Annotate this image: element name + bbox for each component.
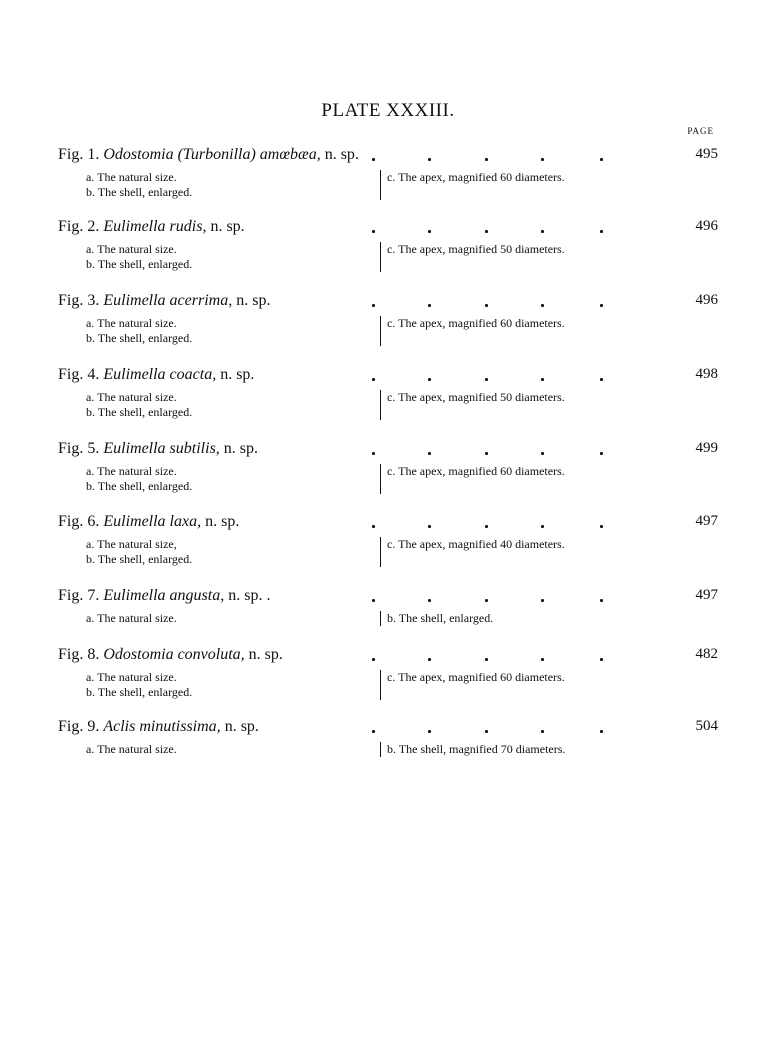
- figure-label: Fig. 4.: [58, 366, 100, 383]
- right-caption: c. The apex, magnified 60 diameters.: [380, 316, 565, 346]
- leader-dot: [372, 730, 375, 733]
- figure-captions: [58, 537, 718, 571]
- figure-captions: [58, 390, 718, 424]
- right-caption: c. The apex, magnified 50 diameters.: [380, 390, 565, 420]
- caption-text: a. The natural size.: [86, 316, 177, 330]
- species-name: Aclis minutissima,: [103, 718, 221, 735]
- figure-heading: [58, 366, 718, 388]
- left-captions: [86, 464, 192, 494]
- left-captions: [86, 742, 177, 757]
- figure-entry: [58, 440, 718, 498]
- species-suffix: n. sp. .: [228, 587, 271, 604]
- leader-dot: [600, 658, 603, 661]
- page-number: 499: [695, 440, 718, 456]
- leader-dot: [372, 525, 375, 528]
- figure-entry: [58, 218, 718, 276]
- left-captions: [86, 170, 192, 200]
- species-suffix: n. sp.: [210, 218, 245, 235]
- caption-text: a. The natural size.: [86, 742, 177, 756]
- figure-entry: [58, 292, 718, 350]
- figure-captions: [58, 464, 718, 498]
- leader-dots: [58, 146, 678, 168]
- right-caption: c. The apex, magnified 60 diameters.: [380, 464, 565, 494]
- leader-dot: [428, 158, 431, 161]
- left-captions: [86, 537, 192, 567]
- leader-dot: [428, 304, 431, 307]
- figure-heading: [58, 587, 718, 609]
- leader-dot: [372, 378, 375, 381]
- figure-label: Fig. 1.: [58, 146, 100, 163]
- caption-text: a. The natural size.: [86, 170, 177, 184]
- species-suffix: n. sp.: [224, 718, 259, 735]
- left-captions: [86, 611, 177, 626]
- caption-text: b. The shell, enlarged.: [86, 185, 193, 199]
- figure-label: Fig. 3.: [58, 292, 100, 309]
- leader-dot: [428, 599, 431, 602]
- leader-dot: [485, 658, 488, 661]
- leader-dot: [600, 599, 603, 602]
- leader-dot: [372, 452, 375, 455]
- page-number: 482: [695, 646, 718, 662]
- figure-label: Fig. 2.: [58, 218, 100, 235]
- leader-dot: [485, 452, 488, 455]
- leader-dots: [58, 366, 678, 388]
- leader-dot: [600, 525, 603, 528]
- species-name: Eulimella coacta,: [103, 366, 217, 383]
- leader-dot: [428, 452, 431, 455]
- species-name: Eulimella acerrima,: [103, 292, 233, 309]
- figure-heading: [58, 146, 718, 168]
- figure-captions: [58, 316, 718, 350]
- figure-captions: [58, 670, 718, 704]
- caption-text: b. The shell, enlarged.: [86, 685, 193, 699]
- species-suffix: n. sp.: [220, 366, 255, 383]
- caption-text: b. The shell, enlarged.: [86, 331, 193, 345]
- species-suffix: n. sp.: [248, 646, 283, 663]
- figure-entry: [58, 718, 718, 760]
- leader-dot: [541, 452, 544, 455]
- leader-dots: [58, 218, 678, 240]
- species-suffix: n. sp.: [205, 513, 240, 530]
- right-caption: c. The apex, magnified 40 diameters.: [380, 537, 565, 567]
- leader-dot: [428, 230, 431, 233]
- leader-dot: [372, 658, 375, 661]
- leader-dot: [541, 730, 544, 733]
- page-number: 496: [695, 218, 718, 234]
- caption-text: a. The natural size.: [86, 390, 177, 404]
- left-captions: [86, 390, 192, 420]
- leader-dot: [428, 378, 431, 381]
- leader-dot: [541, 230, 544, 233]
- page-column-header: PAGE: [687, 126, 714, 136]
- page-number: 497: [695, 587, 718, 603]
- caption-text: b. The shell, enlarged.: [86, 257, 193, 271]
- figure-captions: [58, 611, 718, 629]
- leader-dot: [541, 599, 544, 602]
- leader-dot: [428, 525, 431, 528]
- page-number: 498: [695, 366, 718, 382]
- leader-dots: [58, 440, 678, 462]
- leader-dot: [428, 730, 431, 733]
- figure-captions: [58, 242, 718, 276]
- figure-captions: [58, 742, 718, 760]
- leader-dot: [541, 525, 544, 528]
- leader-dots: [58, 718, 678, 740]
- leader-dot: [600, 230, 603, 233]
- species-name: Odostomia convoluta,: [103, 646, 245, 663]
- figure-entry: [58, 146, 718, 204]
- caption-text: a. The natural size.: [86, 670, 177, 684]
- figure-entry: [58, 366, 718, 424]
- species-name: Eulimella rudis,: [103, 218, 207, 235]
- page-number: 495: [695, 146, 718, 162]
- figure-heading: [58, 513, 718, 535]
- plate-title: PLATE XXXIII.: [321, 100, 455, 121]
- species-name: Eulimella angusta,: [103, 587, 225, 604]
- leader-dots: [58, 646, 678, 668]
- figure-entry: [58, 646, 718, 704]
- leader-dot: [372, 304, 375, 307]
- species-suffix: n. sp.: [236, 292, 271, 309]
- page-number: 497: [695, 513, 718, 529]
- figure-label: Fig. 9.: [58, 718, 100, 735]
- right-caption: b. The shell, magnified 70 diameters.: [380, 742, 565, 757]
- right-caption: c. The apex, magnified 50 diameters.: [380, 242, 565, 272]
- leader-dot: [372, 599, 375, 602]
- caption-text: a. The natural size.: [86, 464, 177, 478]
- figure-heading: [58, 440, 718, 462]
- leader-dots: [58, 292, 678, 314]
- leader-dot: [485, 158, 488, 161]
- leader-dot: [485, 378, 488, 381]
- caption-text: b. The shell, enlarged.: [86, 405, 193, 419]
- figure-label: Fig. 8.: [58, 646, 100, 663]
- figure-label: Fig. 5.: [58, 440, 100, 457]
- figure-entry: [58, 587, 718, 629]
- figure-captions: [58, 170, 718, 204]
- species-name: Eulimella laxa,: [103, 513, 202, 530]
- leader-dot: [485, 599, 488, 602]
- caption-text: a. The natural size.: [86, 242, 177, 256]
- leader-dot: [541, 658, 544, 661]
- right-caption: c. The apex, magnified 60 diameters.: [380, 670, 565, 700]
- leader-dots: [58, 513, 678, 535]
- caption-text: b. The shell, enlarged.: [86, 479, 193, 493]
- leader-dot: [372, 158, 375, 161]
- caption-text: a. The natural size.: [86, 611, 177, 625]
- figure-heading: [58, 718, 718, 740]
- leader-dot: [485, 730, 488, 733]
- left-captions: [86, 670, 192, 700]
- figure-entry: [58, 513, 718, 571]
- left-captions: [86, 242, 192, 272]
- page-number: 504: [695, 718, 718, 734]
- leader-dot: [600, 304, 603, 307]
- leader-dot: [541, 158, 544, 161]
- leader-dot: [600, 158, 603, 161]
- leader-dot: [485, 525, 488, 528]
- species-name: Odostomia (Turbonilla) amœbæa,: [103, 146, 321, 163]
- leader-dot: [600, 730, 603, 733]
- leader-dot: [541, 304, 544, 307]
- species-name: Eulimella subtilis,: [103, 440, 220, 457]
- leader-dot: [428, 658, 431, 661]
- leader-dot: [485, 230, 488, 233]
- species-suffix: n. sp.: [324, 146, 359, 163]
- right-caption: b. The shell, enlarged.: [380, 611, 493, 626]
- left-captions: [86, 316, 192, 346]
- leader-dot: [372, 230, 375, 233]
- caption-text: b. The shell, enlarged.: [86, 552, 193, 566]
- figure-label: Fig. 6.: [58, 513, 100, 530]
- figure-heading: [58, 646, 718, 668]
- leader-dots: [58, 587, 678, 609]
- figure-label: Fig. 7.: [58, 587, 100, 604]
- leader-dot: [541, 378, 544, 381]
- figure-heading: [58, 218, 718, 240]
- figure-heading: [58, 292, 718, 314]
- page-number: 496: [695, 292, 718, 308]
- leader-dot: [600, 452, 603, 455]
- caption-text: a. The natural size,: [86, 537, 177, 551]
- right-caption: c. The apex, magnified 60 diameters.: [380, 170, 565, 200]
- species-suffix: n. sp.: [223, 440, 259, 457]
- leader-dot: [600, 378, 603, 381]
- leader-dot: [485, 304, 488, 307]
